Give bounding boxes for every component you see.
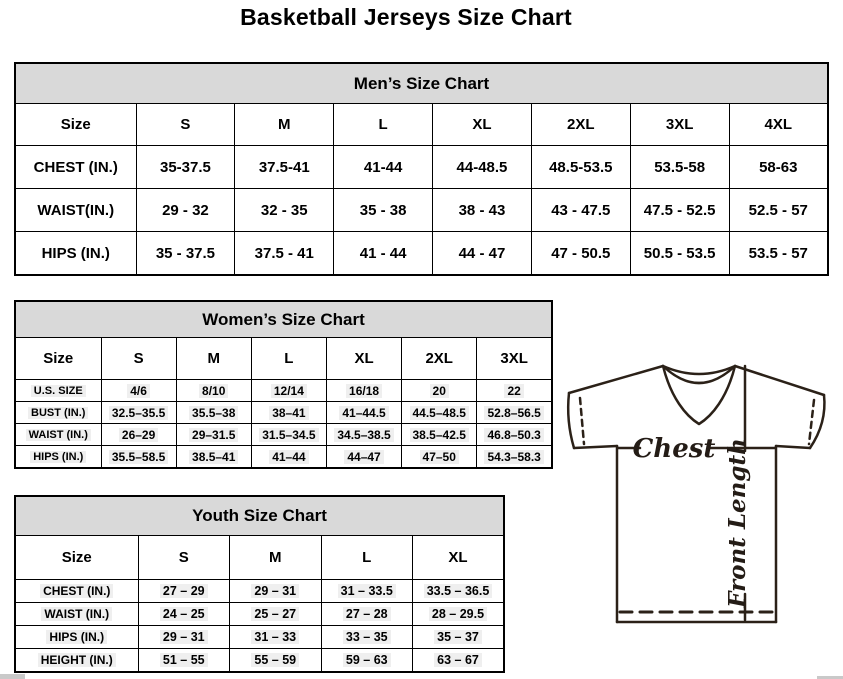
cell: 24 – 25 xyxy=(138,603,230,626)
cell: 16/18 xyxy=(326,380,401,402)
cell: 47 - 50.5 xyxy=(531,232,630,276)
row-label: BUST (IN.) xyxy=(15,402,101,424)
table-row xyxy=(15,146,828,189)
cell: 32 - 35 xyxy=(235,189,334,232)
cell: 20 xyxy=(402,380,477,402)
cell: 46.8–50.3 xyxy=(477,424,552,446)
cell: 35.5–58.5 xyxy=(101,446,176,469)
cell: 38 - 43 xyxy=(433,189,532,232)
cell: 37.5-41 xyxy=(235,146,334,189)
table-row xyxy=(15,402,552,424)
column-header: L xyxy=(321,536,413,580)
column-header: S xyxy=(138,536,230,580)
column-header: Size xyxy=(15,536,138,580)
cell: 47–50 xyxy=(402,446,477,469)
table-row xyxy=(15,603,504,626)
row-label: WAIST(IN.) xyxy=(15,189,136,232)
jersey-outline-icon xyxy=(568,366,824,622)
cell: 31.5–34.5 xyxy=(251,424,326,446)
cell: 29 – 31 xyxy=(138,626,230,649)
cell: 41 - 44 xyxy=(334,232,433,276)
column-header: S xyxy=(136,104,235,146)
table-row xyxy=(15,189,828,232)
table-title: Youth Size Chart xyxy=(15,496,504,536)
cell: 22 xyxy=(477,380,552,402)
column-header: M xyxy=(235,104,334,146)
table-row xyxy=(15,649,504,673)
cell: 37.5 - 41 xyxy=(235,232,334,276)
cell: 55 – 59 xyxy=(230,649,322,673)
cell: 50.5 - 53.5 xyxy=(630,232,729,276)
table-row xyxy=(15,626,504,649)
page-title: Basketball Jerseys Size Chart xyxy=(240,4,572,30)
cell: 35 – 37 xyxy=(413,626,505,649)
cell: 27 – 28 xyxy=(321,603,413,626)
cell: 44-48.5 xyxy=(433,146,532,189)
row-label: HIPS (IN.) xyxy=(15,626,138,649)
cell: 52.8–56.5 xyxy=(477,402,552,424)
table-title: Women’s Size Chart xyxy=(15,301,552,338)
column-header: XL xyxy=(326,338,401,380)
row-label: CHEST (IN.) xyxy=(15,146,136,189)
column-header: Size xyxy=(15,104,136,146)
front-length-measure-label: Front Length xyxy=(724,438,751,608)
row-label: U.S. SIZE xyxy=(15,380,101,402)
table-row xyxy=(15,424,552,446)
cell: 31 – 33 xyxy=(230,626,322,649)
cell: 43 - 47.5 xyxy=(531,189,630,232)
cell: 58-63 xyxy=(729,146,828,189)
cell: 33 – 35 xyxy=(321,626,413,649)
cell: 44.5–48.5 xyxy=(402,402,477,424)
cell: 51 – 55 xyxy=(138,649,230,673)
cell: 28 – 29.5 xyxy=(413,603,505,626)
cell: 44 - 47 xyxy=(433,232,532,276)
column-header: L xyxy=(251,338,326,380)
cell: 48.5-53.5 xyxy=(531,146,630,189)
cell: 35.5–38 xyxy=(176,402,251,424)
mens-size-table xyxy=(14,62,829,276)
horizontal-scrollbar-fragment-left[interactable] xyxy=(0,674,25,679)
table-row xyxy=(15,446,552,469)
cell: 26–29 xyxy=(101,424,176,446)
cell: 59 – 63 xyxy=(321,649,413,673)
youth-size-table xyxy=(14,495,505,673)
row-label: WAIST (IN.) xyxy=(15,603,138,626)
cell: 44–47 xyxy=(326,446,401,469)
cell: 38–41 xyxy=(251,402,326,424)
cell: 29 - 32 xyxy=(136,189,235,232)
jersey-measurement-diagram xyxy=(556,358,834,630)
table-row xyxy=(15,380,552,402)
cell: 41–44 xyxy=(251,446,326,469)
cell: 29–31.5 xyxy=(176,424,251,446)
cell: 53.5-58 xyxy=(630,146,729,189)
cell: 47.5 - 52.5 xyxy=(630,189,729,232)
cell: 4/6 xyxy=(101,380,176,402)
row-label: HIPS (IN.) xyxy=(15,446,101,469)
cell: 35 - 37.5 xyxy=(136,232,235,276)
column-header: 4XL xyxy=(729,104,828,146)
cell: 38.5–42.5 xyxy=(402,424,477,446)
column-header: XL xyxy=(413,536,505,580)
cell: 8/10 xyxy=(176,380,251,402)
column-header: XL xyxy=(433,104,532,146)
table-row xyxy=(15,580,504,603)
table-row xyxy=(15,232,828,276)
row-label: WAIST (IN.) xyxy=(15,424,101,446)
column-header: M xyxy=(176,338,251,380)
cell: 41-44 xyxy=(334,146,433,189)
cell: 54.3–58.3 xyxy=(477,446,552,469)
cell: 12/14 xyxy=(251,380,326,402)
column-header: S xyxy=(101,338,176,380)
column-header: Size xyxy=(15,338,101,380)
column-header: 2XL xyxy=(531,104,630,146)
cell: 33.5 – 36.5 xyxy=(413,580,505,603)
cell: 53.5 - 57 xyxy=(729,232,828,276)
cell: 25 – 27 xyxy=(230,603,322,626)
cell: 34.5–38.5 xyxy=(326,424,401,446)
cell: 35 - 38 xyxy=(334,189,433,232)
cell: 35-37.5 xyxy=(136,146,235,189)
column-header: 2XL xyxy=(402,338,477,380)
column-header: L xyxy=(334,104,433,146)
chest-measure-label: Chest xyxy=(632,434,716,464)
cell: 31 – 33.5 xyxy=(321,580,413,603)
cell: 32.5–35.5 xyxy=(101,402,176,424)
column-header: M xyxy=(230,536,322,580)
table-title: Men’s Size Chart xyxy=(15,63,828,104)
cell: 41–44.5 xyxy=(326,402,401,424)
cell: 52.5 - 57 xyxy=(729,189,828,232)
row-label: CHEST (IN.) xyxy=(15,580,138,603)
cell: 29 – 31 xyxy=(230,580,322,603)
cell: 38.5–41 xyxy=(176,446,251,469)
row-label: HEIGHT (IN.) xyxy=(15,649,138,673)
column-header: 3XL xyxy=(477,338,552,380)
cell: 27 – 29 xyxy=(138,580,230,603)
cell: 63 – 67 xyxy=(413,649,505,673)
column-header: 3XL xyxy=(630,104,729,146)
row-label: HIPS (IN.) xyxy=(15,232,136,276)
womens-size-table xyxy=(14,300,553,469)
